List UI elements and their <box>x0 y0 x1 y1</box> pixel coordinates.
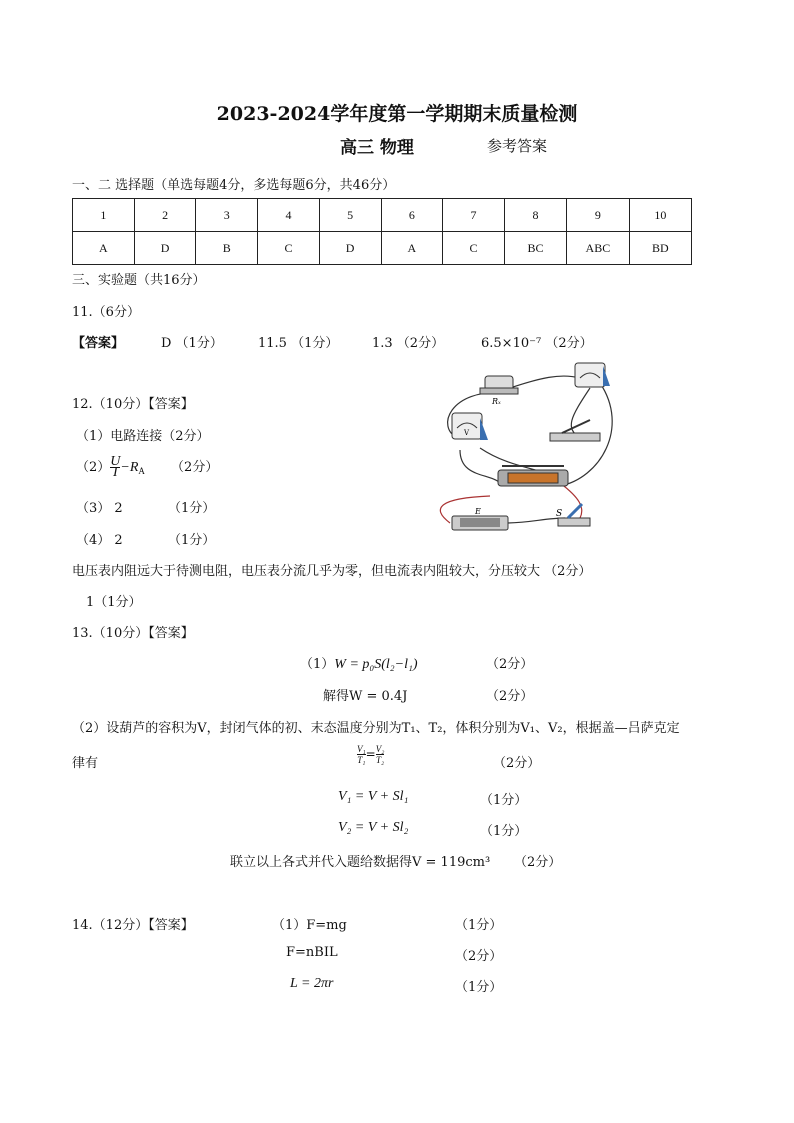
circuit-diagram <box>430 358 620 538</box>
q13-frac-eq: $\frac{\text{V₁}}{\text{T₁}}$ = $\frac{\text{V₂}}{\text{T₂}}$ <box>357 744 385 765</box>
e-label: E <box>475 507 481 516</box>
ammeter <box>575 363 605 387</box>
q11-answer-4: 6.5×10⁻⁷ （2分） <box>481 336 593 351</box>
q12-fraction <box>110 454 121 480</box>
grade-subject: 高三 物理 <box>340 138 414 158</box>
table-row-answers <box>73 232 692 265</box>
q13-eq5: 联立以上各式并代入题给数据得V = 119cm³ <box>230 855 491 870</box>
q14-eq2: F=nBIL <box>286 945 338 960</box>
table-cell-number: 4 <box>258 199 320 232</box>
q12-part2-rest: −R <box>120 460 139 475</box>
q12-part3: （3） 2 <box>76 501 123 516</box>
s-label: S <box>556 509 563 519</box>
q12-part2-sub: A <box>138 466 145 476</box>
table-cell-answer: BD <box>629 232 691 265</box>
table-cell-answer: D <box>134 232 196 265</box>
q13-eq1-formula: W = p₀S(l₂−l₁) <box>334 657 418 672</box>
q12-note: 电压表内阻远大于待测电阻，电压表分流几乎为零，但电流表内阻较大，分压较大 （2分） <box>72 564 592 579</box>
table-cell-answer: ABC <box>567 232 630 265</box>
answer-table <box>72 198 692 265</box>
q12-frac-num: U <box>110 454 121 469</box>
q13-eq2-score: （2分） <box>486 689 534 704</box>
q12-part3-score: （1分） <box>168 501 216 516</box>
table-cell-number: 9 <box>567 199 630 232</box>
q12-part1: （1）电路连接（2分） <box>76 429 210 444</box>
table-cell-answer: BC <box>504 232 566 265</box>
q12-frac-den: I <box>110 467 120 478</box>
table-cell-number: 3 <box>196 199 258 232</box>
table-cell-number: 1 <box>73 199 135 232</box>
table-cell-answer: A <box>381 232 443 265</box>
frac-left-den: T₁ <box>357 755 366 765</box>
table-row-numbers <box>73 199 692 232</box>
table-cell-number: 6 <box>381 199 443 232</box>
q11-label: 11.（6分） <box>72 305 140 320</box>
switch-s <box>558 518 590 526</box>
q14-eq2-score: （2分） <box>455 949 503 964</box>
q13-eq3: V₁ = V + Sl₁ <box>338 789 409 804</box>
q13-frac-left <box>357 744 366 765</box>
q11-answer-2: 11.5 （1分） <box>258 336 339 351</box>
table-cell-answer: D <box>319 232 381 265</box>
q13-eq1-prefix: （1） <box>300 657 335 672</box>
table-cell-number: 5 <box>319 199 381 232</box>
q13-eq3-score: （1分） <box>480 793 528 808</box>
table-cell-number: 7 <box>443 199 505 232</box>
q13-eq5-score: （2分） <box>514 855 562 870</box>
q11-answer-1: D （1分） <box>161 336 223 351</box>
q13-eq4: V₂ = V + Sl₂ <box>338 820 409 835</box>
q13-frac-right <box>376 744 385 765</box>
table-cell-answer: B <box>196 232 258 265</box>
q13-eq1-score: （2分） <box>486 657 534 672</box>
q11-answer-3: 1.3 （2分） <box>372 336 445 351</box>
table-cell-answer: C <box>443 232 505 265</box>
q14-eq3-score: （1分） <box>455 980 503 995</box>
q13-part2-line2: 律有 <box>72 756 99 771</box>
q11-answer-tag: 【答案】 <box>72 336 125 351</box>
section3-heading: 三、实验题（共16分） <box>72 273 206 288</box>
v-label: V <box>464 429 470 437</box>
page-title: 2023-2024学年度第一学期期末质量检测 <box>216 103 578 125</box>
table-cell-answer: C <box>258 232 320 265</box>
q12-part2 <box>76 456 218 478</box>
q13-part2-line1: （2）设葫芦的容积为V，封闭气体的初、末态温度分别为T₁、T₂，体积分别为V₁、V₂，根据盖—吕萨克定 <box>72 721 680 736</box>
frac-right-num: V₂ <box>375 744 385 754</box>
table-cell-number: 2 <box>134 199 196 232</box>
q12-label: 12.（10分）【答案】 <box>72 397 194 412</box>
q13-label: 13.（10分）【答案】 <box>72 626 194 641</box>
frac-left-num: V₁ <box>357 744 366 754</box>
answer-key-label: 参考答案 <box>487 137 548 155</box>
q13-eq4-score: （1分） <box>480 824 528 839</box>
q14-label: 14.（12分）【答案】 <box>72 918 194 933</box>
table-cell-answer: A <box>73 232 135 265</box>
section1-heading: 一、二 选择题（单选每题4分，多选每题6分，共46分） <box>72 178 396 193</box>
q13-eq2: 解得W = 0.4J <box>323 689 408 704</box>
q12-part2-prefix: （2） <box>76 460 111 475</box>
q12-part4-score: （1分） <box>168 533 216 548</box>
q12-note2: 1（1分） <box>86 595 142 610</box>
q14-eq1-score: （1分） <box>455 918 503 933</box>
q12-part4: （4） 2 <box>76 533 123 548</box>
table-cell-number: 10 <box>629 199 691 232</box>
q14-eq3: L = 2πr <box>290 976 334 991</box>
frac-right-den: T₂ <box>375 755 385 765</box>
q13-eq1 <box>300 653 418 673</box>
q12-part2-score: （2分） <box>171 460 219 475</box>
q14-eq1: （1）F=mg <box>272 918 347 933</box>
q13-frac-score: （2分） <box>493 756 541 771</box>
switch-upper <box>550 433 600 441</box>
table-cell-number: 8 <box>504 199 566 232</box>
rx-label: Rₓ <box>492 397 501 406</box>
